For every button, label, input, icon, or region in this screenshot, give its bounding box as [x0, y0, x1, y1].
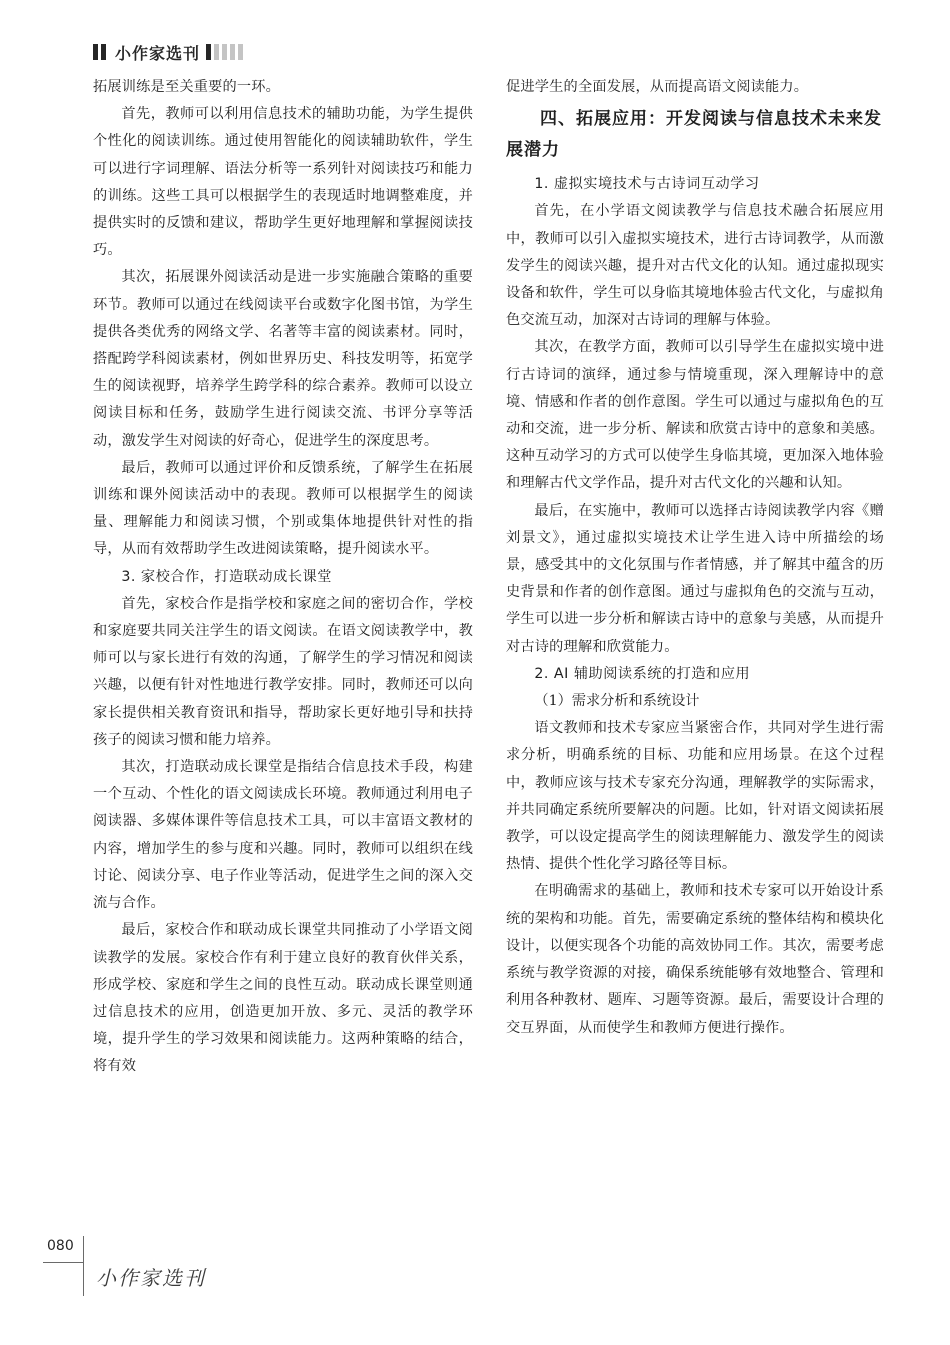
- header-bar-decoration: [222, 44, 227, 60]
- footer-divider: [43, 1262, 83, 1263]
- header-bar-decoration: [206, 44, 211, 60]
- paragraph: 首先，在小学语文阅读教学与信息技术融合拓展应用中，教师可以引入虚拟实境技术，进行古诗词教学，从而激发学生的阅读兴趣，提升对古代文化的认知。通过虚拟现实设备和软件，学生可以身临其境地体验古代文化，与虚拟角色交流互动，加深对古诗词的理解与体验。: [506, 203, 884, 329]
- subsection-heading: 2. AI 辅助阅读系统的打造和应用: [534, 665, 751, 682]
- paragraph: 最后，在实施中，教师可以选择古诗阅读教学内容《赠刘景文》，通过虚拟实境技术让学生进入诗中所描绘的场景，感受其中的文化氛围与作者情感，并了解其中蕴含的历史背景和作者的创作意图。通过与虚拟角色的交流与互动，学生可以进一步分析和解读古诗中的意象与美感，从而提升对古诗的理解和欣赏能力。: [506, 502, 884, 655]
- paragraph: 拓展训练是至关重要的一环。: [93, 79, 281, 95]
- subsection-heading: 3. 家校合作，打造联动成长课堂: [121, 568, 332, 585]
- paragraph: 最后，家校合作和联动成长课堂共同推动了小学语文阅读教学的发展。家校合作有利于建立良好的教育伙伴关系，形成学校、家庭和学生之间的良性互动。联动成长课堂则通过信息技术的应用，创造更加开放、多元、灵活的教学环境，提升学生的学习效果和阅读能力。这两种策略的结合，将有效: [93, 922, 473, 1075]
- paragraph: 最后，教师可以通过评价和反馈系统，了解学生在拓展训练和课外阅读活动中的表现。教师可以根据学生的阅读量、理解能力和阅读习惯，个别或集体地提供针对性的指导，从而有效帮助学生改进阅读策略，提升阅读水平。: [93, 459, 473, 558]
- paragraph: 首先，家校合作是指学校和家庭之间的密切合作，学校和家庭要共同关注学生的语文阅读。在语文阅读教学中，教师可以与家长进行有效的沟通，了解学生的学习情况和阅读兴趣，以便有针对性地进行教学安排。同时，教师还可以向家长提供相关教育资讯和指导，帮助家长更好地引导和扶持孩子的阅读习惯和能力培养。: [93, 595, 473, 748]
- journal-title: 小作家选刊: [115, 43, 201, 63]
- right-column: [506, 74, 884, 1042]
- paragraph: 首先，教师可以利用信息技术的辅助功能，为学生提供个性化的阅读训练。通过使用智能化的阅读辅助软件，学生可以进行字词理解、语法分析等一系列针对阅读技巧和能力的训练。这些工具可以根据学生的表现适时地调整难度，并提供实时的反馈和建议，帮助学生更好地理解和掌握阅读技巧。: [93, 106, 473, 259]
- paragraph: 在明确需求的基础上，教师和技术专家可以开始设计系统的架构和功能。首先，需要确定系统的整体结构和模块化设计，以便实现各个功能的高效协同工作。其次，需要考虑系统与教学资源的对接，确保系统能够有效地整合、管理和利用各种教材、题库、习题等资源。最后，需要设计合理的交互界面，从而使学生和教师方便进行操作。: [506, 883, 884, 1036]
- section-heading: 四、拓展应用：开发阅读与信息技术未来发展潜力: [506, 109, 882, 161]
- page-number: 080: [47, 1238, 74, 1254]
- running-header: [93, 40, 246, 64]
- left-column: [93, 74, 473, 1081]
- header-bar-decoration: [214, 44, 219, 60]
- header-bar-decoration: [238, 44, 243, 60]
- subsection-heading: 1. 虚拟实境技术与古诗词互动学习: [534, 176, 760, 193]
- paragraph: 语文教师和技术专家应当紧密合作，共同对学生进行需求分析，明确系统的目标、功能和应用场景。在这个过程中，教师应该与技术专家充分沟通，理解教学的实际需求，并共同确定系统所要解决的问题。比如，针对语文阅读拓展教学，可以设定提高学生的阅读理解能力、激发学生的阅读热情、提供个性化学习路径等目标。: [506, 720, 884, 873]
- footer-divider: [83, 1236, 84, 1296]
- paragraph: 其次，打造联动成长课堂是指结合信息技术手段，构建一个互动、个性化的语文阅读成长环境。教师通过利用电子阅读器、多媒体课件等信息技术工具，可以丰富语文教材的内容，增加学生的参与度和兴趣。同时，教师可以组织在线讨论、阅读分享、电子作业等活动，促进学生之间的深入交流与合作。: [93, 759, 473, 912]
- header-bar-decoration: [230, 44, 235, 60]
- paragraph: 其次，在教学方面，教师可以引导学生在虚拟实境中进行古诗词的演绎，通过参与情境重现，深入理解诗中的意境、情感和作者的创作意图。学生可以通过与虚拟角色的互动和交流，进一步分析、解读和欣赏古诗中的意象和美感。这种互动学习的方式可以使学生身临其境，更加深入地体验和理解古代文学作品，提升对古代文化的兴趣和认知。: [506, 339, 884, 492]
- paragraph: 促进学生的全面发展，从而提高语文阅读能力。: [506, 79, 809, 95]
- paragraph: 其次，拓展课外阅读活动是进一步实施融合策略的重要环节。教师可以通过在线阅读平台或数字化图书馆，为学生提供各类优秀的网络文学、名著等丰富的阅读素材。同时，搭配跨学科阅读素材，例如世界历史、科技发明等，拓宽学生的阅读视野，培养学生跨学科的综合素养。教师可以设立阅读目标和任务，鼓励学生进行阅读交流、书评分享等活动，激发学生对阅读的好奇心，促进学生的深度思考。: [93, 269, 473, 449]
- header-bar-decoration: [101, 44, 106, 60]
- header-bar-decoration: [93, 44, 98, 60]
- journal-logo: 小作家选刊: [96, 1266, 206, 1290]
- sub-subsection-heading: （1）需求分析和系统设计: [534, 693, 700, 710]
